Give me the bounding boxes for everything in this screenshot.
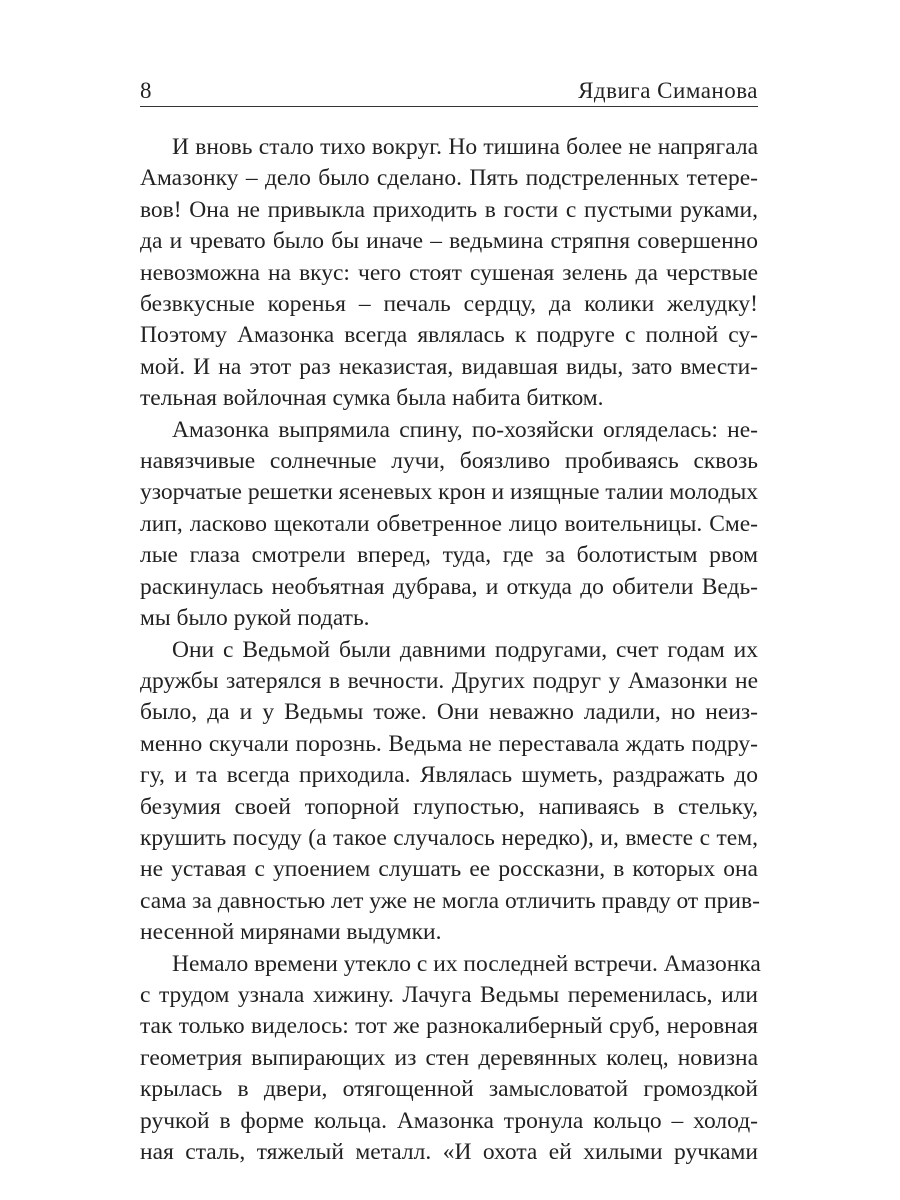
paragraph [140,132,758,415]
text-line: сама за давностью лет уже не могла отличить правду от прив- [140,887,760,914]
paragraph [140,415,758,635]
text-line: мы было рукой подать. [140,605,370,632]
text-line: тельная войлочная сумка была набита битком. [140,385,604,412]
text-line: ная сталь, тяжелый металл. «И охота ей хилыми ручками [140,1139,758,1165]
text-line: ручкой в форме кольца. Амазонка тронула кольцо – холод- [140,1107,758,1134]
paragraph [140,635,758,949]
text-line: крылась в двери, отягощенной замысловатой громоздкой [140,1076,758,1103]
text-line: лип, ласково щекотали обветренное лицо воительницы. Сме- [140,510,758,537]
text-line: узорчатые решетки ясеневых крон и изящные талии молодых [140,479,758,506]
text-line: было, да и у Ведьмы тоже. Они неважно ладили, но неиз- [140,699,758,726]
paragraph [140,949,761,1169]
text-line: раскинулась необъятная дубрава, и откуда до обители Ведь- [140,573,758,600]
text-line: не уставая с упоением слушать ее россказни, в которых она [140,856,758,883]
text-line: лые глаза смотрели вперед, туда, где за болотистым рвом [140,542,758,569]
text-line: дружбы затерялся в вечности. Других подруг у Амазонки не [140,667,758,694]
text-line: Немало времени утекло с их последней встречи. Амазонка [172,950,761,977]
page-body [140,132,761,1168]
text-line: Поэтому Амазонка всегда являлась к подруге с полной су- [140,322,758,349]
text-line: И вновь стало тихо вокруг. Но тишина более не напрягала [172,134,758,160]
text-line: крушить посуду (а такое случалось нередко), и, вместе с тем, [140,824,758,851]
running-header [140,68,758,104]
text-line: гу, и та всегда приходила. Являлась шуметь, раздражать до [140,762,758,789]
page-number: 8 [140,78,152,103]
text-line: Они с Ведьмой были давними подругами, счет годам их [172,636,758,663]
header-rule [140,106,758,107]
text-line: безвкусные коренья – печаль сердцу, да колики желудку! [140,291,758,318]
text-line: мой. И на этот раз неказистая, видавшая виды, зато вмести- [140,353,758,380]
author-name: Ядвига Симанова [578,78,758,103]
text-line: навязчивые солнечные лучи, боязливо пробиваясь сквозь [140,448,758,475]
text-line: так только виделось: тот же разнокалиберный сруб, неровная [140,1013,758,1040]
text-line: Амазонка выпрямила спину, по-хозяйски огляделась: не- [172,416,758,443]
text-line: Амазонку – дело было сделано. Пять подстреленных тетере- [140,165,758,192]
text-line: невозможна на вкус: чего стоят сушеная зелень да черствые [140,259,758,286]
text-line: да и чревато было бы иначе – ведьмина стряпня совершенно [140,228,758,255]
text-line: безумия своей топорной глупостью, напиваясь в стельку, [140,793,758,820]
text-line: вов! Она не привыкла приходить в гости с пустыми руками, [140,196,758,223]
text-line: менно скучали порознь. Ведьма не переставала ждать подру- [140,730,758,757]
text-line: с трудом узнала хижину. Лачуга Ведьмы переменилась, или [140,981,758,1008]
text-line: геометрия выпирающих из стен деревянных колец, новизна [140,1044,758,1071]
text-line: несенной мирянами выдумки. [140,919,442,946]
